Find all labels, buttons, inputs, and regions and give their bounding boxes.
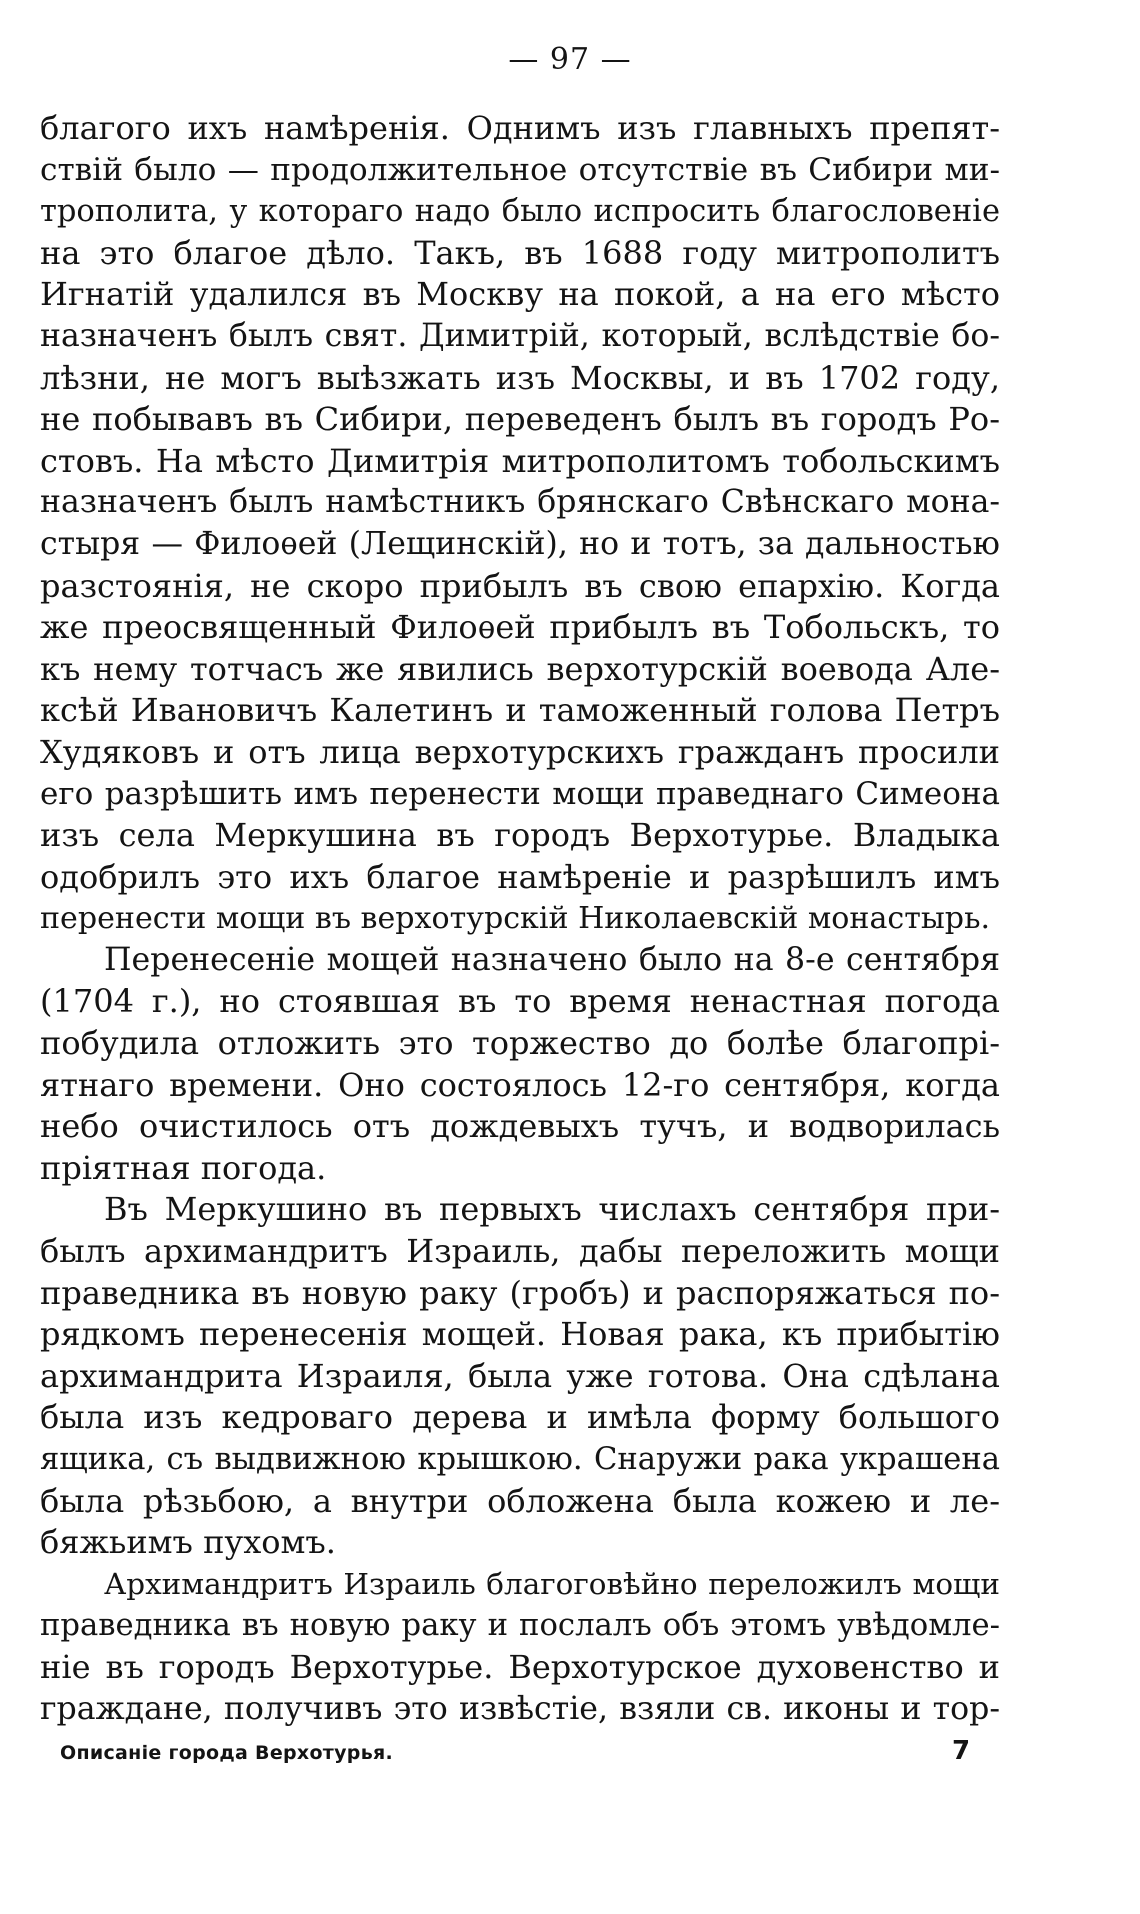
text-line: Игнатій удалился въ Москву на покой, а на его мѣсто: [40, 275, 1000, 314]
text-line: его разрѣшить имъ перенести мощи праведнаго Симеона: [40, 775, 1000, 812]
text-line: одобрилъ это ихъ благое намѣреніе и разрѣшилъ имъ: [40, 857, 1000, 896]
text-line: побудила отложить это торжество до болѣе благопрі-: [40, 1024, 1000, 1063]
signature-mark: 7: [952, 1736, 971, 1766]
text-line: Въ Меркушино въ первыхъ числахъ сентября при-: [104, 1190, 1000, 1229]
text-line: ятнаго времени. Оно состоялось 12-го сентября, когда: [40, 1065, 1000, 1104]
text-line: былъ архимандритъ Израиль, дабы переложить мощи: [40, 1232, 1000, 1271]
text-line: архимандрита Израиля, была уже готова. Она сдѣлана: [40, 1356, 1000, 1395]
text-line: ніе въ городъ Верхотурье. Верхотурское духовенство и: [40, 1647, 1000, 1686]
text-line: разстоянія, не скоро прибылъ въ свою епархію. Когда: [40, 566, 1000, 605]
text-line: ящика, съ выдвижною крышкою. Снаружи рака украшена: [40, 1442, 1000, 1477]
text-line: небо очистилось отъ дождевыхъ тучъ, и водворилась: [40, 1107, 1000, 1146]
text-line: благого ихъ намѣренія. Однимъ изъ главныхъ препят-: [40, 109, 1000, 147]
text-line: Худяковъ и отъ лица верхотурскихъ гражданъ просили: [40, 732, 1000, 771]
text-line: бяжьимъ пухомъ.: [40, 1523, 336, 1562]
footer-title: Описаніе города Верхотурья.: [60, 1742, 394, 1764]
text-line: праведника въ новую раку (гробъ) и распоряжаться по-: [40, 1273, 1000, 1312]
text-line: назначенъ былъ свят. Димитрій, который, вслѣдствіе бо-: [40, 317, 1000, 354]
text-line: пріятная погода.: [40, 1148, 327, 1187]
text-line: граждане, получивъ это извѣстіе, взяли св. иконы и тор-: [40, 1690, 1000, 1727]
text-line: праведника въ новую раку и послалъ объ этомъ увѣдомле-: [40, 1608, 1000, 1644]
text-line: лѣзни, не могъ выѣзжать изъ Москвы, и въ 1702 году,: [40, 358, 1000, 397]
text-line: рядкомъ перенесенія мощей. Новая рака, къ прибытію: [40, 1315, 1000, 1354]
text-line: была изъ кедроваго дерева и имѣла форму большого: [40, 1398, 1000, 1437]
text-line: перенести мощи въ верхотурскій Николаевскій монастырь.: [40, 901, 991, 937]
text-line: была рѣзьбою, а внутри обложена была кожею и ле-: [40, 1481, 1000, 1520]
text-line: Архимандритъ Израиль благоговѣйно переложилъ мощи: [104, 1566, 1000, 1601]
text-line: стыря — Филоѳей (Лещинскій), но и тотъ, за дальностью: [40, 525, 1000, 562]
text-line: трополита, у котораго надо было испросить благословеніе: [40, 194, 1000, 230]
text-line: же преосвященный Филоѳей прибылъ въ Тобольскъ, то: [40, 608, 1000, 647]
body-text: [40, 108, 1000, 1730]
text-line: не побывавъ въ Сибири, переведенъ былъ въ городъ Ро-: [40, 400, 1000, 439]
text-line: (1704 г.), но стоявшая въ то время ненастная погода: [40, 982, 1000, 1021]
text-line: ксѣй Ивановичъ Калетинъ и таможенный голова Петръ: [40, 691, 1000, 730]
text-line: къ нему тотчасъ же явились верхотурскій воевода Але-: [40, 649, 1000, 688]
text-line: ствій было — продолжительное отсутствіе въ Сибири ми-: [40, 151, 1000, 188]
text-line: изъ села Меркушина въ городъ Верхотурье. Владыка: [40, 816, 1000, 855]
page-number: — 97 —: [508, 42, 632, 77]
text-line: стовъ. На мѣсто Димитрія митрополитомъ тобольскимъ: [40, 441, 1000, 480]
text-line: Перенесеніе мощей назначено было на 8-е сентября: [104, 941, 1000, 978]
page-footer: [40, 1736, 1000, 1772]
text-line: на это благое дѣло. Такъ, въ 1688 году митрополитъ: [40, 233, 1000, 272]
text-line: назначенъ былъ намѣстникъ брянскаго Свѣнскаго мона-: [40, 484, 1000, 521]
